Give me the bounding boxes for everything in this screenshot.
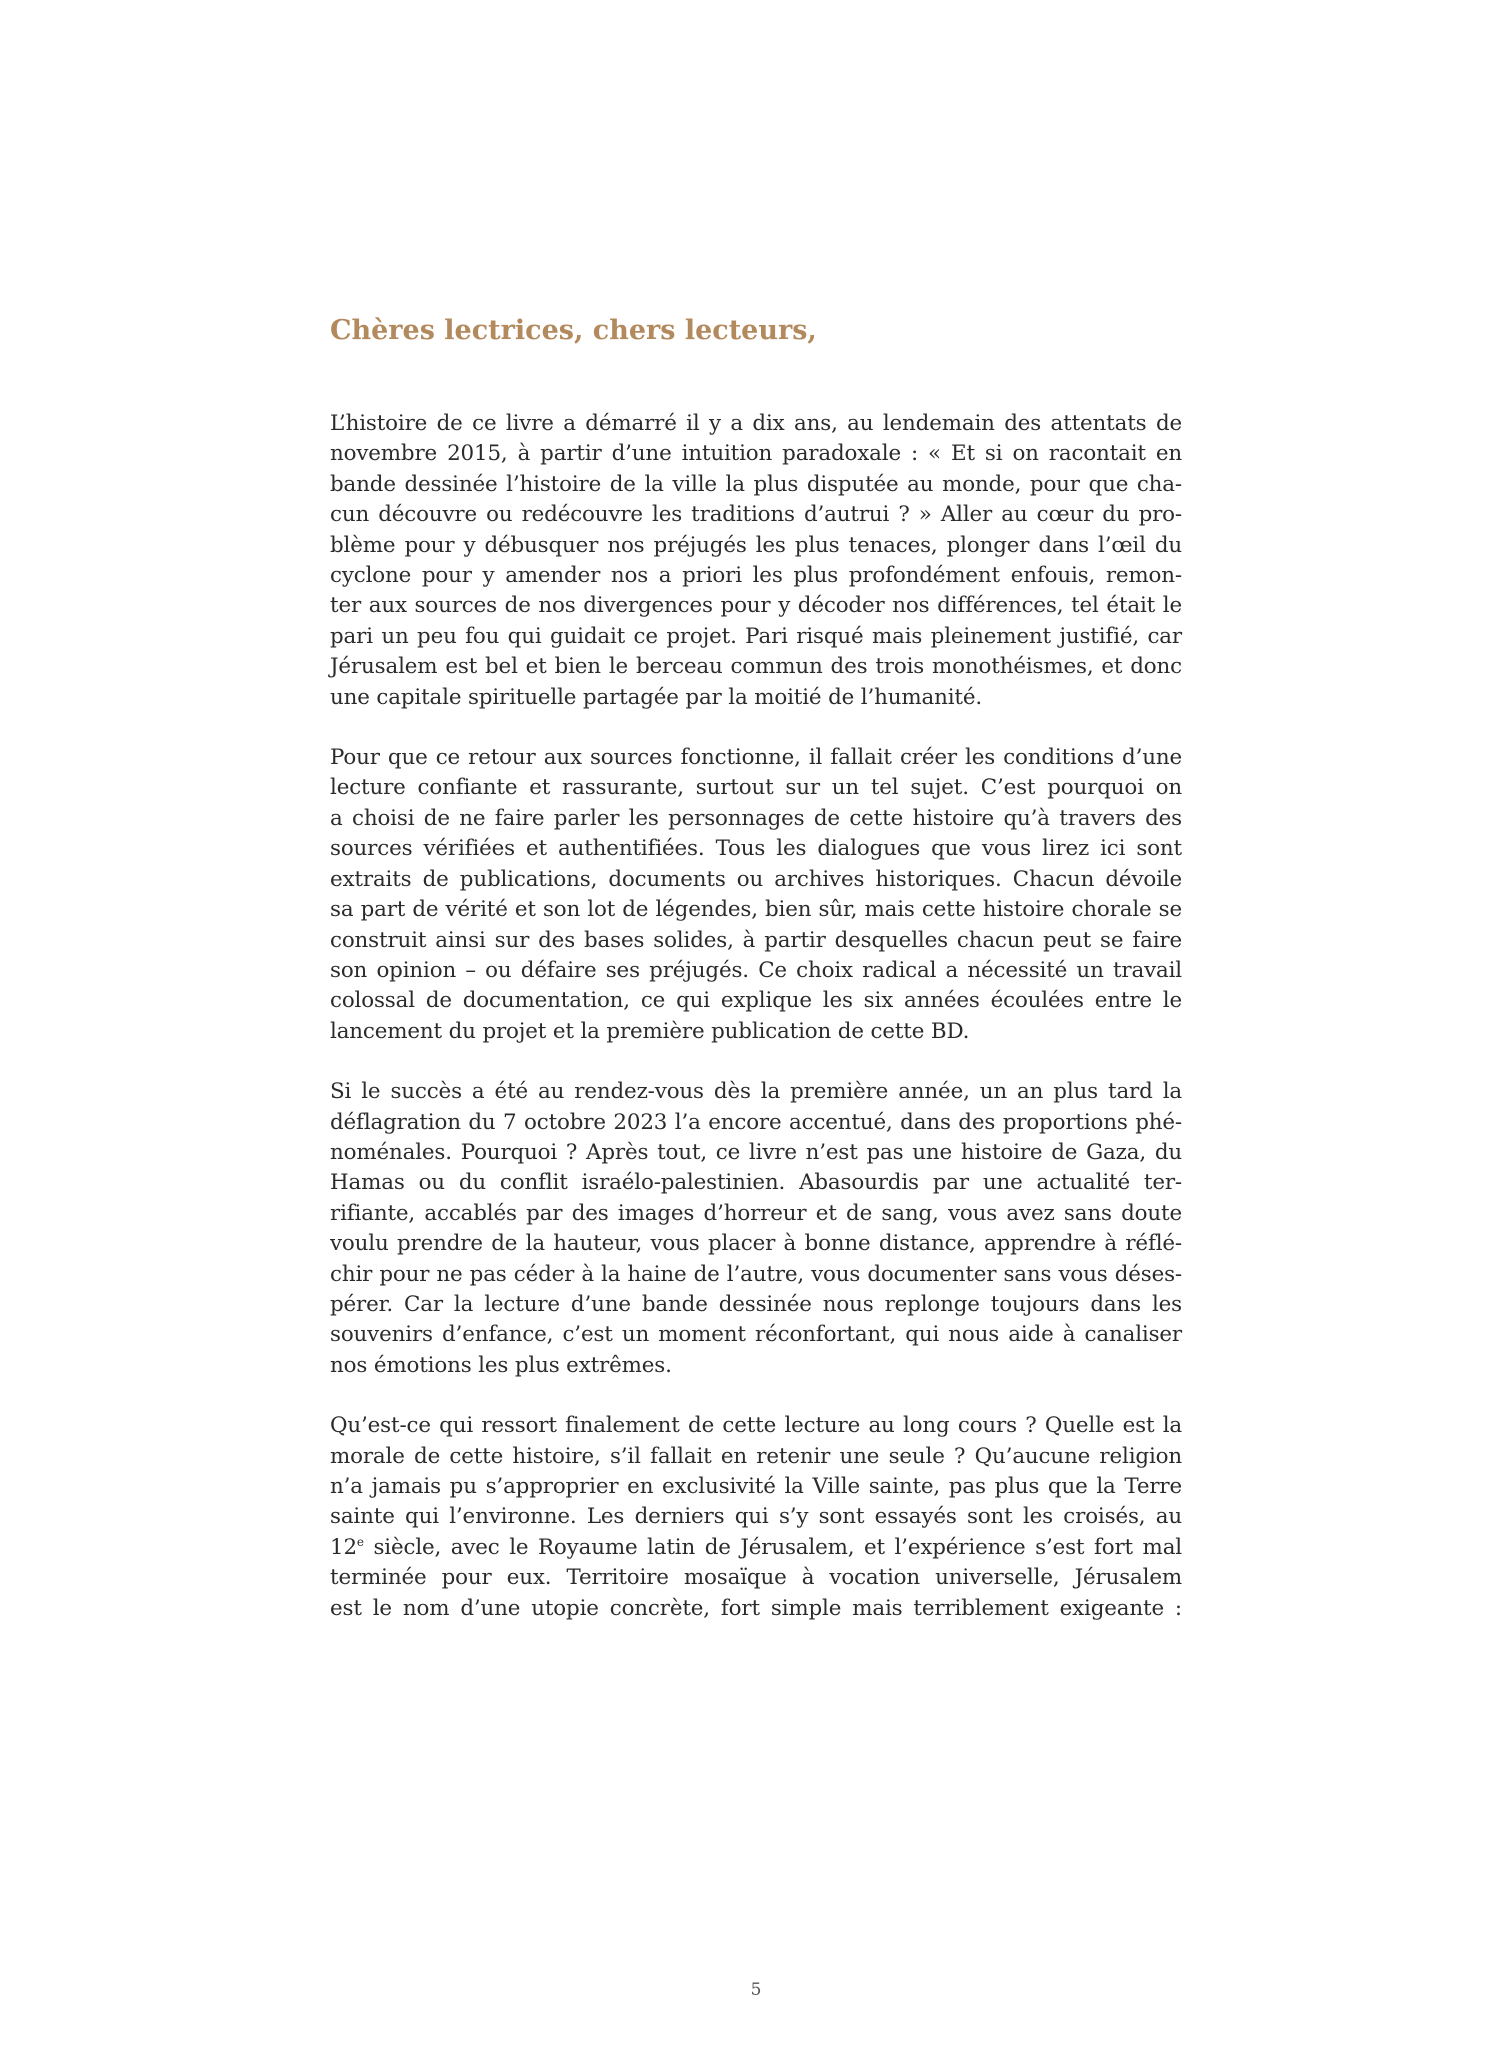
text-line: morale de cette histoire, s’il fallait en retenir une seule ? Qu’aucune religion	[330, 1443, 1182, 1469]
text-line: cyclone pour y amender nos a priori les plus profondément enfouis, remon-	[330, 563, 1182, 589]
text-line: terminée pour eux. Territoire mosaïque à vocation universelle, Jérusalem	[330, 1565, 1182, 1591]
text-line: pérer. Car la lecture d’une bande dessinée nous replonge toujours dans les	[330, 1291, 1182, 1317]
text-line: construit ainsi sur des bases solides, à partir desquelles chacun peut se faire	[330, 927, 1182, 953]
greeting-heading: Chères lectrices, chers lecteurs,	[330, 315, 817, 346]
paragraph-2	[330, 743, 1182, 1047]
text-line: nos émotions les plus extrêmes.	[330, 1352, 672, 1378]
ordinal-superscript: e	[356, 1534, 364, 1549]
text-line-with-superscript	[330, 1533, 1182, 1563]
century-number: 12	[330, 1534, 357, 1560]
paragraph-3	[330, 1077, 1182, 1381]
text-line: lecture confiante et rassurante, surtout sur un tel sujet. C’est pourquoi on	[330, 775, 1182, 801]
text-line: bande dessinée l’histoire de la ville la plus disputée au monde, pour que cha-	[330, 471, 1182, 497]
text-line: une capitale spirituelle partagée par la moitié de l’humanité.	[330, 684, 983, 710]
text-line: colossal de documentation, ce qui explique les six années écoulées entre le	[330, 988, 1182, 1014]
body-text	[330, 409, 1182, 1654]
text-line: noménales. Pourquoi ? Après tout, ce livre n’est pas une histoire de Gaza, du	[330, 1139, 1182, 1165]
paragraph-1	[330, 409, 1182, 713]
text-line: déflagration du 7 octobre 2023 l’a encore accentué, dans des proportions phé-	[330, 1109, 1182, 1135]
text-line: Pour que ce retour aux sources fonctionne, il fallait créer les conditions d’une	[330, 745, 1182, 771]
text-line: sa part de vérité et son lot de légendes, bien sûr, mais cette histoire chorale se	[330, 897, 1182, 923]
text-line: Hamas ou du conflit israélo-palestinien. Abasourdis par une actualité ter-	[330, 1170, 1182, 1196]
text-line: cun découvre ou redécouvre les traditions d’autrui ? » Aller au cœur du pro-	[330, 502, 1182, 528]
paragraph-4	[330, 1411, 1182, 1624]
text-line: ter aux sources de nos divergences pour y décoder nos différences, tel était le	[330, 593, 1182, 619]
text-line: n’a jamais pu s’approprier en exclusivité la Ville sainte, pas plus que la Terre	[330, 1474, 1182, 1499]
text-line: a choisi de ne faire parler les personnages de cette histoire qu’à travers des	[330, 805, 1182, 831]
text-line: sources vérifiées et authentifiées. Tous les dialogues que vous lirez ici sont	[330, 836, 1182, 862]
text-line: Jérusalem est bel et bien le berceau commun des trois monothéismes, et donc	[330, 654, 1182, 680]
text-line: pari un peu fou qui guidait ce projet. Pari risqué mais pleinement justifié, car	[330, 623, 1182, 649]
text-line: extraits de publications, documents ou archives historiques. Chacun dévoile	[330, 866, 1182, 892]
page-number: 5	[750, 1980, 762, 2000]
text-line: blème pour y débusquer nos préjugés les plus tenaces, plonger dans l’œil du	[330, 532, 1182, 558]
text-line: novembre 2015, à partir d’une intuition paradoxale : « Et si on racontait en	[330, 441, 1182, 467]
text-line: rifiante, accablés par des images d’horreur et de sang, vous avez sans doute	[330, 1200, 1182, 1226]
text-line: Qu’est-ce qui ressort finalement de cette lecture au long cours ? Quelle est la	[330, 1413, 1182, 1439]
text-line: chir pour ne pas céder à la haine de l’autre, vous documenter sans vous déses-	[330, 1261, 1182, 1287]
text-line: lancement du projet et la première publication de cette BD.	[330, 1018, 970, 1044]
text-line: L’histoire de ce livre a démarré il y a dix ans, au lendemain des attentats de	[330, 411, 1182, 436]
text-line: Si le succès a été au rendez-vous dès la première année, un an plus tard la	[330, 1079, 1182, 1105]
text-line: son opinion – ou défaire ses préjugés. Ce choix radical a nécessité un travail	[330, 957, 1182, 983]
text-line: voulu prendre de la hauteur, vous placer à bonne distance, apprendre à réflé-	[330, 1231, 1182, 1257]
line-continuation: siècle, avec le Royaume latin de Jérusalem, et l’expérience s’est fort mal	[363, 1534, 1182, 1560]
text-line: sainte qui l’environne. Les derniers qui s’y sont essayés sont les croisés, au	[330, 1504, 1182, 1530]
text-line: souvenirs d’enfance, c’est un moment réconfortant, qui nous aide à canaliser	[330, 1322, 1182, 1348]
text-line: est le nom d’une utopie concrète, fort simple mais terriblement exigeante :	[330, 1595, 1182, 1621]
